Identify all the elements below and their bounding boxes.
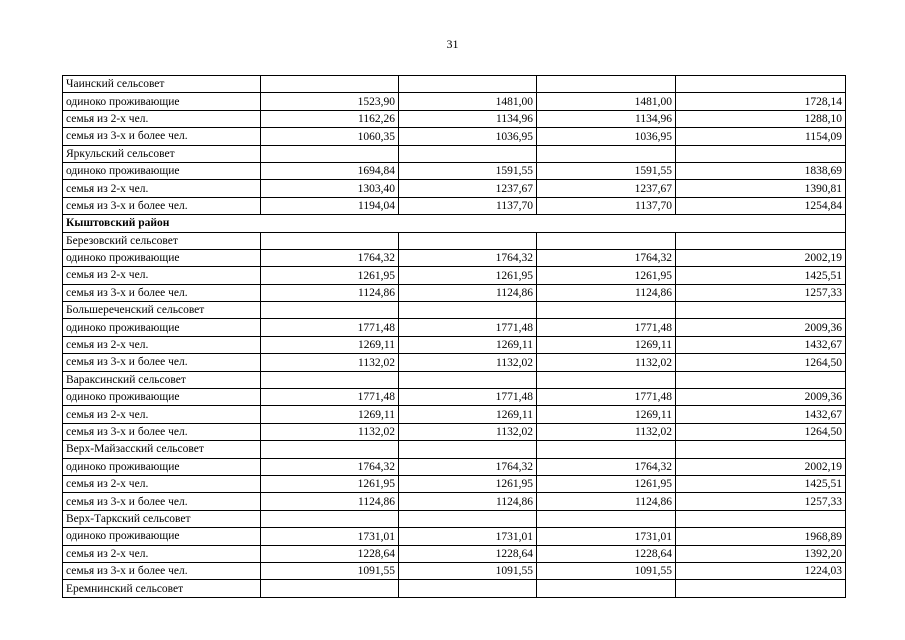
table-row	[63, 162, 846, 179]
value-cell-2: 1124,86	[399, 284, 537, 301]
value-cell-4: 1390,81	[676, 180, 846, 197]
value-cell-3	[537, 302, 676, 319]
value-cell-1: 1764,32	[261, 458, 399, 475]
value-cell-4	[676, 371, 846, 388]
table-row	[63, 354, 846, 371]
table-row	[63, 197, 846, 214]
value-cell-3: 1269,11	[537, 406, 676, 423]
value-cell-1: 1731,01	[261, 528, 399, 545]
value-cell-3: 1091,55	[537, 562, 676, 579]
value-cell-4: 2009,36	[676, 389, 846, 406]
value-cell-3	[537, 441, 676, 458]
value-cell-2	[399, 145, 537, 162]
row-label: семья из 2-х чел.	[63, 180, 261, 197]
value-cell-2: 1764,32	[399, 249, 537, 266]
value-cell-2: 1237,67	[399, 180, 537, 197]
table-row	[63, 284, 846, 301]
value-cell-1: 1523,90	[261, 93, 399, 110]
value-cell-2	[399, 302, 537, 319]
row-label: одиноко проживающие	[63, 528, 261, 545]
value-cell-4: 1728,14	[676, 93, 846, 110]
section-row	[63, 302, 846, 319]
value-cell-3	[537, 145, 676, 162]
row-label: семья из 2-х чел.	[63, 336, 261, 353]
value-cell-1: 1091,55	[261, 562, 399, 579]
value-cell-2: 1591,55	[399, 162, 537, 179]
section-label: Еремнинский сельсовет	[63, 580, 261, 597]
value-cell-4: 1224,03	[676, 562, 846, 579]
value-cell-2: 1269,11	[399, 336, 537, 353]
value-cell-2: 1261,95	[399, 267, 537, 284]
value-cell-2: 1228,64	[399, 545, 537, 562]
value-cell-1	[261, 145, 399, 162]
value-cell-3: 1771,48	[537, 389, 676, 406]
value-cell-2: 1771,48	[399, 319, 537, 336]
table-row	[63, 389, 846, 406]
page-number: 31	[446, 37, 459, 51]
value-cell-1: 1060,35	[261, 128, 399, 145]
value-cell-4: 1425,51	[676, 267, 846, 284]
section-row	[63, 371, 846, 388]
value-cell-4	[676, 145, 846, 162]
value-cell-1: 1303,40	[261, 180, 399, 197]
value-cell-1	[261, 302, 399, 319]
value-cell-2: 1731,01	[399, 528, 537, 545]
value-cell-1	[261, 510, 399, 527]
value-cell-3: 1036,95	[537, 128, 676, 145]
value-cell-4	[676, 76, 846, 93]
value-cell-4: 1257,33	[676, 284, 846, 301]
value-cell-3: 1237,67	[537, 180, 676, 197]
value-cell-3: 1261,95	[537, 475, 676, 492]
section-label: Яркульский сельсовет	[63, 145, 261, 162]
district-label: Кыштовский район	[63, 215, 846, 232]
district-row	[63, 215, 846, 232]
value-cell-2: 1132,02	[399, 354, 537, 371]
value-cell-1: 1228,64	[261, 545, 399, 562]
table-body	[63, 76, 846, 598]
value-cell-3: 1132,02	[537, 423, 676, 440]
table-row	[63, 458, 846, 475]
value-cell-1: 1269,11	[261, 336, 399, 353]
row-label: одиноко проживающие	[63, 319, 261, 336]
row-label: семья из 3-х и более чел.	[63, 197, 261, 214]
table-row	[63, 180, 846, 197]
section-row	[63, 232, 846, 249]
value-cell-1	[261, 441, 399, 458]
table-row	[63, 528, 846, 545]
row-label: семья из 3-х и более чел.	[63, 354, 261, 371]
value-cell-1: 1269,11	[261, 406, 399, 423]
row-label: семья из 3-х и более чел.	[63, 423, 261, 440]
value-cell-2: 1771,48	[399, 389, 537, 406]
value-cell-2	[399, 510, 537, 527]
value-cell-4: 2002,19	[676, 458, 846, 475]
value-cell-4: 1392,20	[676, 545, 846, 562]
table-row	[63, 319, 846, 336]
value-cell-3: 1132,02	[537, 354, 676, 371]
value-cell-1	[261, 232, 399, 249]
value-cell-3: 1269,11	[537, 336, 676, 353]
value-cell-1: 1261,95	[261, 267, 399, 284]
row-label: одиноко проживающие	[63, 162, 261, 179]
row-label: семья из 3-х и более чел.	[63, 284, 261, 301]
value-cell-3: 1124,86	[537, 493, 676, 510]
row-label: семья из 2-х чел.	[63, 406, 261, 423]
value-cell-4: 1968,89	[676, 528, 846, 545]
value-cell-2: 1132,02	[399, 423, 537, 440]
value-cell-4	[676, 441, 846, 458]
value-cell-1	[261, 580, 399, 597]
value-cell-1: 1194,04	[261, 197, 399, 214]
table-row	[63, 475, 846, 492]
section-label: Верх-Майзасский сельсовет	[63, 441, 261, 458]
value-cell-3: 1771,48	[537, 319, 676, 336]
value-cell-4	[676, 580, 846, 597]
value-cell-3: 1731,01	[537, 528, 676, 545]
section-row	[63, 441, 846, 458]
row-label: семья из 2-х чел.	[63, 110, 261, 127]
value-cell-3: 1764,32	[537, 249, 676, 266]
value-cell-2	[399, 232, 537, 249]
value-cell-1	[261, 371, 399, 388]
section-row	[63, 145, 846, 162]
value-cell-4: 1264,50	[676, 354, 846, 371]
row-label: семья из 2-х чел.	[63, 267, 261, 284]
table-row	[63, 249, 846, 266]
value-cell-2: 1124,86	[399, 493, 537, 510]
rates-table	[62, 75, 846, 598]
value-cell-4: 1254,84	[676, 197, 846, 214]
value-cell-3: 1137,70	[537, 197, 676, 214]
table-row	[63, 406, 846, 423]
table-row	[63, 545, 846, 562]
value-cell-1: 1261,95	[261, 475, 399, 492]
row-label: семья из 3-х и более чел.	[63, 128, 261, 145]
value-cell-3	[537, 76, 676, 93]
value-cell-3: 1134,96	[537, 110, 676, 127]
value-cell-4: 1432,67	[676, 406, 846, 423]
value-cell-4: 1425,51	[676, 475, 846, 492]
value-cell-1: 1162,26	[261, 110, 399, 127]
row-label: семья из 3-х и более чел.	[63, 493, 261, 510]
section-label: Большереченский сельсовет	[63, 302, 261, 319]
section-label: Верх-Таркский сельсовет	[63, 510, 261, 527]
row-label: одиноко проживающие	[63, 249, 261, 266]
row-label: одиноко проживающие	[63, 389, 261, 406]
section-row	[63, 510, 846, 527]
value-cell-3	[537, 371, 676, 388]
section-label: Чаинский сельсовет	[63, 76, 261, 93]
value-cell-3: 1124,86	[537, 284, 676, 301]
value-cell-1: 1771,48	[261, 389, 399, 406]
value-cell-1: 1132,02	[261, 354, 399, 371]
value-cell-1: 1771,48	[261, 319, 399, 336]
value-cell-2: 1764,32	[399, 458, 537, 475]
value-cell-2: 1269,11	[399, 406, 537, 423]
value-cell-4: 2009,36	[676, 319, 846, 336]
row-label: семья из 2-х чел.	[63, 545, 261, 562]
value-cell-2: 1036,95	[399, 128, 537, 145]
value-cell-3: 1591,55	[537, 162, 676, 179]
value-cell-4	[676, 510, 846, 527]
row-label: одиноко проживающие	[63, 458, 261, 475]
value-cell-1	[261, 76, 399, 93]
value-cell-4: 1257,33	[676, 493, 846, 510]
value-cell-3	[537, 580, 676, 597]
value-cell-1: 1124,86	[261, 493, 399, 510]
section-row	[63, 580, 846, 597]
table-row	[63, 93, 846, 110]
table-row	[63, 493, 846, 510]
value-cell-3	[537, 510, 676, 527]
value-cell-4: 1154,09	[676, 128, 846, 145]
value-cell-1: 1694,84	[261, 162, 399, 179]
value-cell-3	[537, 232, 676, 249]
table-row	[63, 336, 846, 353]
value-cell-2: 1134,96	[399, 110, 537, 127]
value-cell-2	[399, 76, 537, 93]
value-cell-3: 1764,32	[537, 458, 676, 475]
value-cell-1: 1124,86	[261, 284, 399, 301]
value-cell-4: 1264,50	[676, 423, 846, 440]
value-cell-4	[676, 302, 846, 319]
row-label: семья из 2-х чел.	[63, 475, 261, 492]
value-cell-1: 1764,32	[261, 249, 399, 266]
value-cell-3: 1481,00	[537, 93, 676, 110]
value-cell-4: 1432,67	[676, 336, 846, 353]
table-row	[63, 423, 846, 440]
section-label: Березовский сельсовет	[63, 232, 261, 249]
table-row	[63, 110, 846, 127]
section-row	[63, 76, 846, 93]
value-cell-4	[676, 232, 846, 249]
value-cell-2	[399, 580, 537, 597]
value-cell-3: 1228,64	[537, 545, 676, 562]
value-cell-2: 1137,70	[399, 197, 537, 214]
value-cell-2: 1481,00	[399, 93, 537, 110]
table-row	[63, 128, 846, 145]
table-row	[63, 562, 846, 579]
value-cell-1: 1132,02	[261, 423, 399, 440]
value-cell-2: 1261,95	[399, 475, 537, 492]
table-row	[63, 267, 846, 284]
section-label: Вараксинский сельсовет	[63, 371, 261, 388]
row-label: одиноко проживающие	[63, 93, 261, 110]
value-cell-2	[399, 441, 537, 458]
value-cell-4: 2002,19	[676, 249, 846, 266]
value-cell-2	[399, 371, 537, 388]
value-cell-4: 1838,69	[676, 162, 846, 179]
row-label: семья из 3-х и более чел.	[63, 562, 261, 579]
value-cell-2: 1091,55	[399, 562, 537, 579]
value-cell-3: 1261,95	[537, 267, 676, 284]
value-cell-4: 1288,10	[676, 110, 846, 127]
